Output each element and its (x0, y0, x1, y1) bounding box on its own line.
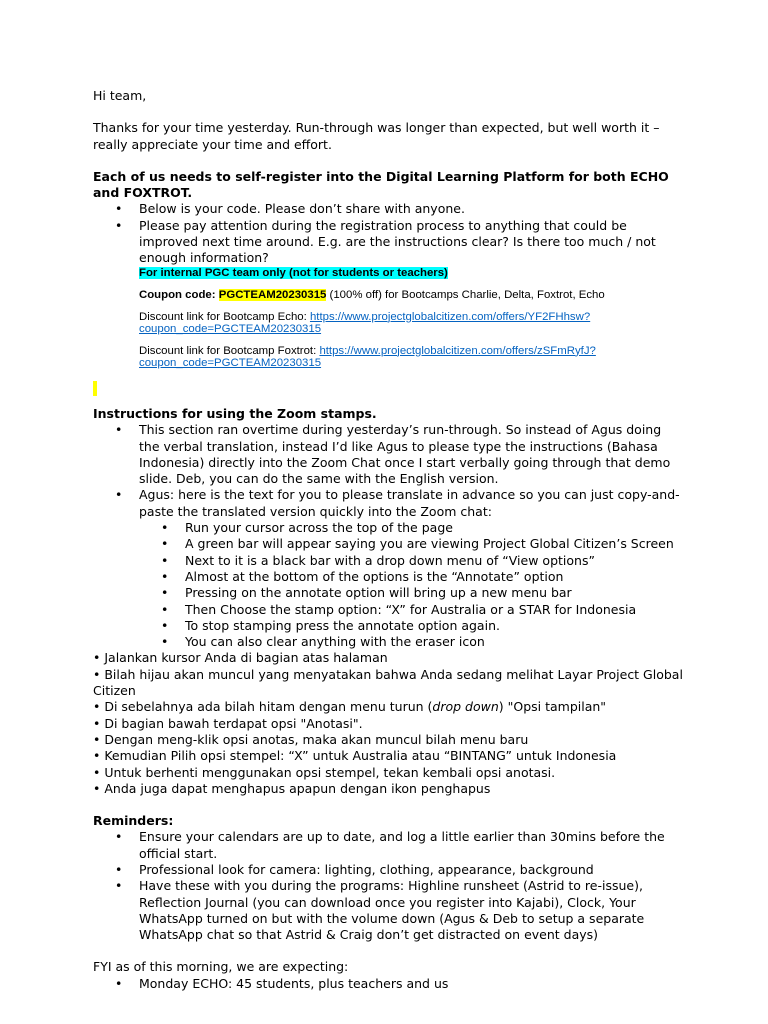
coupon-label: Coupon code: (139, 288, 216, 301)
fyi-list (93, 976, 683, 992)
list-item: • To stop stamping press the annotate option again. (139, 618, 683, 634)
discount-echo-link[interactable]: https://www.projectglobalcitizen.com/offers/YF2FHhsw? coupon_code=PGCTEAM20230315 (139, 310, 591, 335)
highlight-mark (93, 381, 97, 396)
discount-echo (139, 311, 683, 335)
intro-paragraph: Thanks for your time yesterday. Run-through was longer than expected, but well worth it – really appreciate your time and effort. (93, 120, 660, 152)
internal-note: For internal PGC team only (not for students or teachers) (139, 266, 448, 279)
list-item: • Almost at the bottom of the options is the “Annotate” option (139, 569, 683, 585)
list-item-text: Agus: here is the text for you to please translate in advance so you can just copy-and-paste the translated version quickly into the Zoom chat: (139, 487, 680, 519)
discount-foxtrot (139, 345, 683, 369)
zoom-steps-list (139, 520, 683, 650)
list-item: • You can also clear anything with the eraser icon (139, 634, 683, 650)
list-item: • Next to it is a black bar with a drop down menu of “View options” (139, 553, 683, 569)
list-item: • Ensure your calendars are up to date, and log a little earlier than 30mins before the official start. (93, 829, 683, 862)
discount-foxtrot-label: Discount link for Bootcamp Foxtrot: (139, 344, 317, 357)
coupon-desc: (100% off) for Bootcamps Charlie, Delta, Foxtrot, Echo (329, 288, 605, 301)
translation-line: • Kemudian Pilih opsi stempel: “X” untuk Australia atau “BINTANG” untuk Indonesia (93, 748, 617, 764)
list-item: • Below is your code. Please don’t share with anyone. (93, 201, 683, 217)
reminders-list (93, 829, 683, 943)
list-item (93, 487, 683, 650)
coupon-code[interactable]: PGCTEAM20230315 (218, 288, 327, 301)
list-item-text: Please pay attention during the registration process to anything that could be improved next time around. E.g. are the instructions clear? Is there too much / not enough information? (139, 217, 656, 266)
fyi-heading: FYI as of this morning, we are expecting: (93, 959, 349, 975)
list-item (93, 218, 683, 369)
translation-line: • Jalankan kursor Anda di bagian atas halaman (93, 650, 388, 666)
translation-line: • Di sebelahnya ada bilah hitam dengan menu turun (drop down) "Opsi tampilan" (93, 699, 607, 715)
discount-echo-label: Discount link for Bootcamp Echo: (139, 310, 307, 323)
list-item: • Have these with you during the programs: Highline runsheet (Astrid to re-issue), Reflection Journal (you can download once you register into Kajabi), Clock, Your WhatsApp turned on but with the volume down (Agus & Deb to setup a separate WhatsApp chat so that Astrid & Craig don’t get distracted on event days) (93, 878, 683, 943)
list-item: • A green bar will appear saying you are viewing Project Global Citizen’s Screen (139, 536, 683, 552)
zoom-heading: Instructions for using the Zoom stamps. (93, 405, 377, 421)
list-item: • Monday ECHO: 45 students, plus teachers and us (93, 976, 683, 992)
coupon-line (139, 289, 683, 301)
list-item: • Run your cursor across the top of the page (139, 520, 683, 536)
list-item: • Then Choose the stamp option: “X” for Australia or a STAR for Indonesia (139, 602, 683, 618)
list-item: • This section ran overtime during yesterday’s run-through. So instead of Agus doing the verbal translation, instead I’d like Agus to please type the instructions (Bahasa Indonesia) directly into the Zoom Chat once I start verbally going through that demo slide. Deb, you can do the same with the English version. (93, 422, 683, 487)
email-body (93, 88, 683, 992)
translation-line: • Untuk berhenti menggunakan opsi stempel, tekan kembali opsi anotasi. (93, 764, 556, 780)
register-heading: Each of us needs to self-register into the Digital Learning Platform for both ECHO and FOXTROT. (93, 168, 669, 201)
translation-line: • Anda juga dapat menghapus apapun dengan ikon penghapus (93, 780, 491, 796)
indonesian-translation (93, 650, 683, 797)
reminders-heading: Reminders: (93, 813, 174, 829)
translation-line: • Bilah hijau akan muncul yang menyatakan bahwa Anda sedang melihat Layar Project Global Citizen (93, 666, 683, 699)
discount-foxtrot-link[interactable]: https://www.projectglobalcitizen.com/offers/zSFmRyfJ? coupon_code=PGCTEAM20230315 (139, 344, 596, 369)
list-item: • Pressing on the annotate option will bring up a new menu bar (139, 585, 683, 601)
translation-line: • Dengan meng-klik opsi anotas, maka akan muncul bilah menu baru (93, 731, 529, 747)
zoom-list (93, 422, 683, 650)
translation-line: • Di bagian bawah terdapat opsi "Anotasi". (93, 715, 363, 731)
list-item: • Professional look for camera: lighting, clothing, appearance, background (93, 862, 683, 878)
register-list (93, 201, 683, 368)
greeting: Hi team, (93, 88, 147, 103)
